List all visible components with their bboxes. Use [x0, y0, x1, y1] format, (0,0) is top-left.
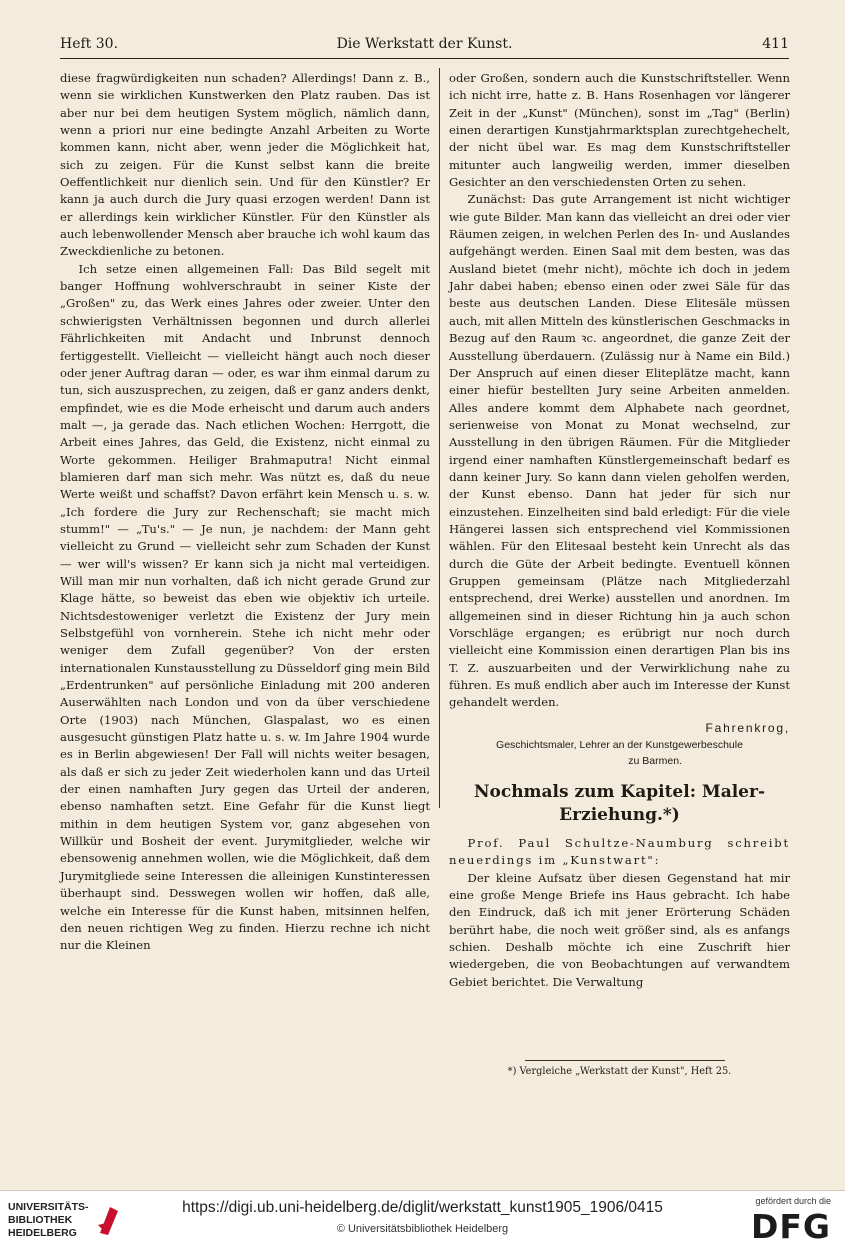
article-heading-line-2: Erziehung.*): [559, 805, 680, 826]
header-rule: [60, 58, 789, 59]
right-paragraph-1: oder Großen, sondern auch die Kunstschriftsteller. Wenn ich nicht irre, hatte z. B. Hans Rosenhagen vor längerer Zeit in der „Kunst" (München), sonst im „Tag" (Berlin) einen derartigen Kunstjahrmarktsplan zurechtgehechelt, der nicht übel war. Es mag dem Kunstschriftsteller mitunter auch langweilig werden, immer dieselben Gesichter an den verschiedensten Orten zu sehen.: [449, 71, 790, 190]
author-place: zu Barmen.: [628, 755, 682, 768]
funding-caption: gefördert durch die: [755, 1196, 831, 1206]
left-paragraph-1: diese fragwürdigkeiten nun schaden? Allerdings! Dann z. B., wenn sie wirklichen Kunstwerken den Platz rauben. Das ist aber nur bei dem heutigen System möglich, nämlich dann, wenn a priori nur eine bedingte Anzahl Arbeiten zu Worte kommen kann, nicht aber, wenn jeder die Möglichkeit hat, sich zu zeigen. Für die Kunst selbst kann die breite Oeffentlichkeit nur dienlich sein. Und für den Künstler? Er kann ja auch durch die Jury quasi erzogen werden! Dann ist er allerdings kein wirklicher Künstler. Für den Künstler als auch lebenwollender Mensch aber brauche ich wohl kaum das Zweckdienliche zu betonen.: [60, 71, 430, 259]
article-intro: Prof. Paul Schultze-Naumburg schreibt neuerdings im „Kunstwart":: [449, 836, 790, 868]
page-number: 411: [762, 36, 789, 52]
right-column: [449, 70, 790, 991]
footnote-rule: [525, 1060, 725, 1061]
author-name: Fahrenkrog,: [705, 720, 790, 735]
column-divider: [439, 68, 440, 808]
viewer-footer: [0, 1190, 845, 1250]
left-paragraph-2: Ich setze einen allgemeinen Fall: Das Bild segelt mit banger Hoffnung wohlverschraubt in seiner Kiste der „Großen" zu, das Werk eines Jahres oder zweier. Unter den schwierigsten Verhältnissen begonnen und durch allerlei Fährlichkeiten mit Andacht und Inbrunst dennoch fertiggestellt. Vielleicht — vielleicht hängt auch noch dieser oder jener Auftrag daran — oder, es war ihm einmal darum zu tun, sich auszusprechen, zu zeigen, daß er ganz anders denkt, empfindet, wie es die Mode erheischt und darum auch anders malt —, ja gerade das. Nach etlichen Wochen: Herrgott, die Arbeit eines Jahres, das Geld, die Existenz, nicht einmal zu Worte gekommen. Heiliger Brahmaputra! Nicht einmal blamieren darf man sich mehr. Was nützt es, daß du neue Werte weißt und schaffst? Davon erfährt kein Mensch u. s. w. „Ich fordere die Jury zur Rechenschaft; sie macht mich stumm!" — „Tu's." — Je nun, je nachdem: der Mann geht vielleicht zu Grund — vielleicht sehr zum Schaden der Kunst — wer will's wissen? Er kann sich ja nicht mal verteidigen. Will man mir nun vorhalten, daß ich nicht gerade Grund zur Klage hätte, so beweist das eben wie objektiv ich urteile. Nichtsdestoweniger verletzt die Existenz der Jury mein Selbstgefühl von vornherein. Stehe ich nicht mehr oder weniger dem Zufall gegenüber? Von der ersten internationalen Kunstausstellung zu Düsseldorf ging mein Bild „Erdentrunken" auf persönliche Einladung mit 200 anderen Auserwählten nach London und von da über verschiedene Orte (1903) nach München, Glaspalast, wo es einen ausgesucht günstigen Platz hatte u. s. w. Im Jahre 1904 wurde es in Berlin abgewiesen! Der Fall will nichts weiter besagen, als daß er sich zu jeder Zeit wiederholen kann und das Urteil der einen namhaften Jury gegen das Urteil der anderen, ebenso namhaften setzt. Eine Gefahr für die Kunst liegt mithin in dem heutigen System vor, ganz abgesehen von Willkür und Bosheit der event. Jurymitglieder, welche wir ebensowenig annehmen wollen, wie die Möglichkeit, daß dem Jurymitgliede seine Interessen die alleinigen Kunstinteressen überhaupt sind. Desswegen wollen wir hoffen, daß alle, welche ein Interesse für die Kunst haben, mitsinnen helfen, den neuen richtigen Weg zu finden. Hierzu rechne ich nicht nur die Kleinen: [60, 261, 430, 953]
article-heading: [449, 781, 790, 827]
copyright-notice: © Universitätsbibliothek Heidelberg: [336, 1223, 509, 1235]
article-heading-line-1: Nochmals zum Kapitel: Maler-: [473, 782, 766, 803]
article-body: Der kleine Aufsatz über diesen Gegenstand hat mir eine große Menge Briefe ins Haus gebracht. Ich habe den Eindruck, daß ich mit jener Erörterung Schäden berührt habe, die noch weit größer sind, als es anfangs schien. Deshalb möchte ich eine Zuschrift hier wiedergeben, die von Beobachtungen auf verwandtem Gebiet berichtet. Die Verwaltung: [449, 870, 790, 989]
author-description: Geschichtsmaler, Lehrer an der Kunstgewerbeschule: [496, 739, 743, 752]
issue-number: Heft 30.: [60, 36, 119, 52]
permalink-url[interactable]: https://digi.ub.uni-heidelberg.de/diglit/werkstatt_kunst1905_1906/0415: [182, 1199, 663, 1216]
right-paragraph-2: Zunächst: Das gute Arrangement ist nicht wichtiger wie gute Bilder. Man kann das vielleicht an drei oder vier Räumen zeigen, in welchen Perlen des In- und Auslandes aufgehängt werden. Einen Saal mit dem besten, was das Ausland bietet (mehr nicht), möchte ich doch in jedem Jahr dabei haben; ebenso einen oder zwei Säle für das beste aus deutschen Landen. Diese Elitesäle müssen auch, mit allen Mitteln des künstlerischen Geschmacks in Bezug auf den Raum ꝛc. angeordnet, die ganze Zeit der Ausstellung überdauern. (Zulässig nur à Name ein Bild.) Der Anspruch auf einen dieser Eliteplätze macht, kann einer hiefür bestellten Jury seine Arbeiten anmelden. Alles andere kommt dem Alphabete nach geordnet, serienweise von Monat zu Monat wechselnd, zur Ausstellung in den übrigen Räumen. Für die Mitglieder irgend einer namhaften Künstlergemeinschaft bedarf es dann keiner Jury. So kann dann vielen geholfen werden, der Kunst ebenso. Dann hat jeder für sich nur einzustehen. Einzelheiten sind bald erledigt: Für die viele Hängerei lassen sich entsprechend viel Kommissionen wählen. Für den Elitesaal besteht kein Unrecht als das durch die Güte der Arbeit bedingte. Eventuell können Gruppen gemeinsam (Plätze nach Mitgliederzahl entsprechend, drei Werke) ausstellen und anordnen. Im allgemeinen sind in dieser Richtung hin ja auch schon Vorschläge ergangen; es erübrigt nur noch durch vielleicht eine Kommission einen derartigen Plan bis ins T. Z. auszuarbeiten und der Verwirklichung nahe zu führen. Es muß endlich aber auch im Interesse der Kunst gehandelt werden.: [449, 192, 790, 710]
footnote: *) Vergleiche „Werkstatt der Kunst", Heft 25.: [507, 1066, 732, 1077]
journal-title: Die Werkstatt der Kunst.: [336, 36, 513, 52]
left-column: [60, 70, 430, 955]
library-name-line-3: HEIDELBERG: [8, 1227, 77, 1239]
library-name-line-2: BIBLIOTHEK: [8, 1214, 73, 1226]
dfg-logo[interactable]: DFG: [750, 1207, 831, 1246]
library-name-line-1: UNIVERSITÄTS-: [8, 1201, 89, 1213]
running-header: [60, 32, 789, 56]
